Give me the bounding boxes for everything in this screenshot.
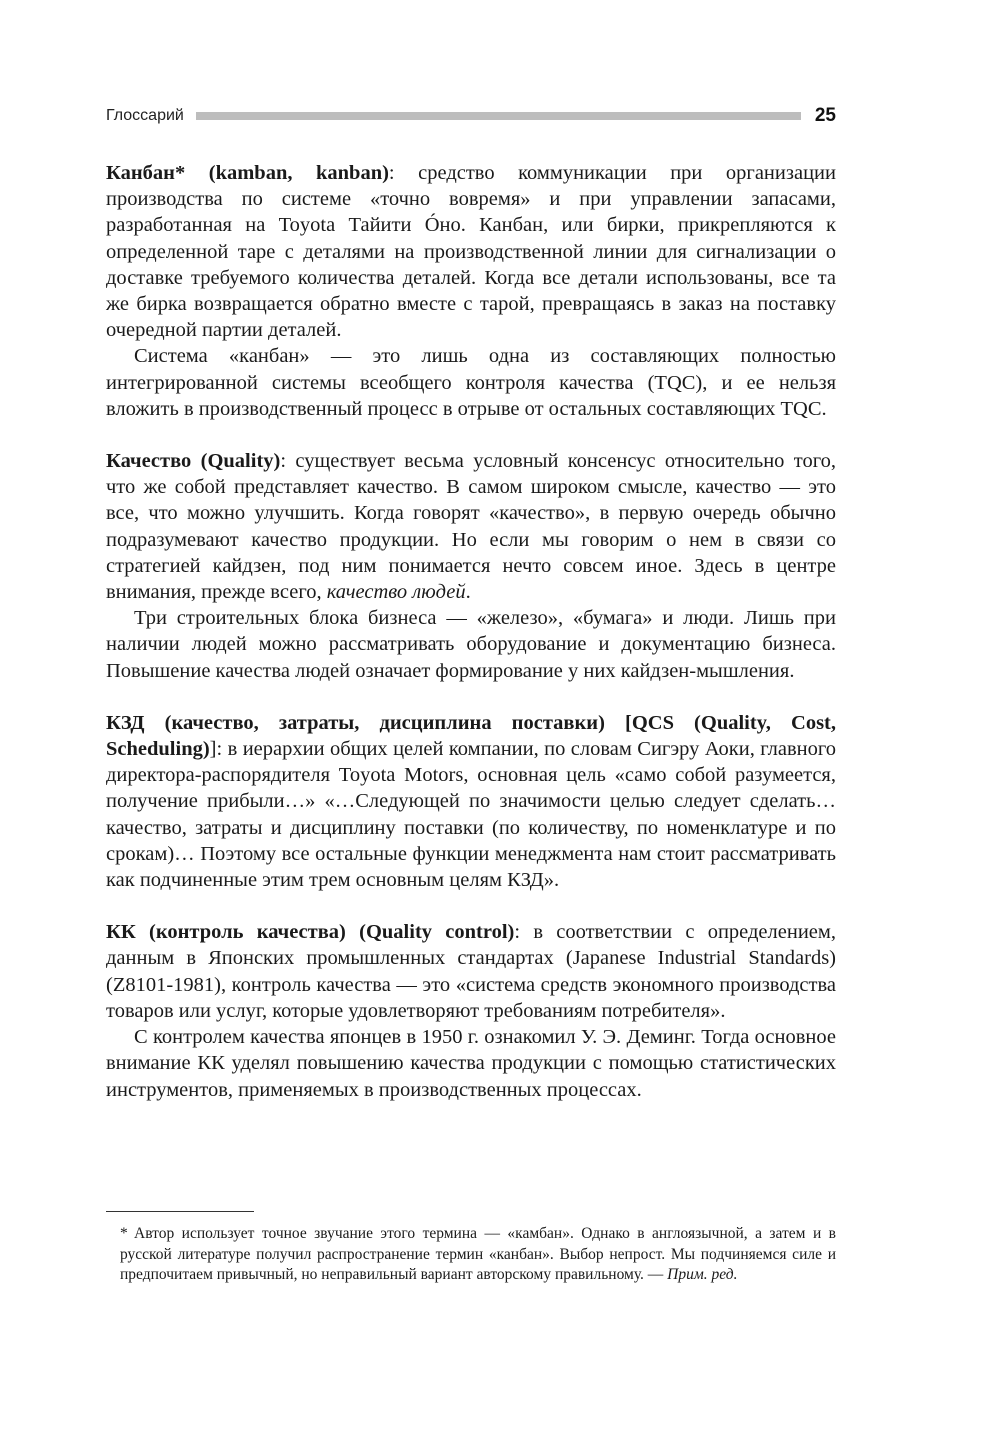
entry-term: Качество (Quality) [106, 450, 281, 473]
entry-definition: : в соответствии с определением, данным в Японских промышленных стандартах (Japanese Industrial Standards) (Z8101-1981), контроль качества — это «система средств экономного производства товаров или услуг, которые удовлетворяют требованиям потребителя». [106, 921, 836, 1022]
entry-paragraph [106, 919, 836, 1024]
section-title: Глоссарий [106, 107, 184, 124]
glossary-entry-qcs [106, 710, 836, 893]
entry-emphasis: качество людей [326, 581, 466, 604]
footnote-text: Автор использует точное звучание этого термина — «камбан». Однако в англоязычной, а затем и в русской литературе получил распространение термин «канбан». Выбор непрост. Мы подчиняемся силе и предпочитаем привычный, но неправильный вариант авторскому правильному. — [120, 1225, 836, 1283]
header-rule [196, 112, 801, 120]
footnote-mark: * [120, 1225, 128, 1242]
entry-paragraph [106, 710, 836, 893]
footnote [120, 1224, 836, 1286]
entry-definition: : существует весьма условный консенсус относительно того, что же собой представляет качество. В самом широком смысле, качество — это все, что можно улучшить. Когда говорят «качество», в первую очередь обычно подразумевают качество продукции. Но если мы говорим о нем в связи со стратегией кайдзен, под ним понимается нечто совсем иное. Здесь в центре внимания, прежде всего, [106, 450, 836, 604]
entry-definition: ]: в иерархии общих целей компании, по словам Сигэру Аоки, главного директора-распорядителя Toyota Motors, основная цель «само собой разумеется, получение прибыли…» «…Следующей по значимости целью следует сделать… качество, затраты и дисциплину поставки (по количеству, по номенклатуре и по срокам)… Поэтому все остальные функции менеджмента нам стоит рассматривать как подчиненные этим трем основным целям КЗД». [106, 738, 836, 892]
entry-term: КЗД (качество, затраты, дисциплина поставки) [QCS (Quality, Cost, Scheduling) [106, 711, 836, 761]
entry-paragraph [106, 448, 836, 605]
entry-paragraph [106, 160, 836, 343]
entry-paragraph: Система «канбан» — это лишь одна из составляющих полностью интегрированной системы всеобщего контроля качества (TQC), и ее нельзя вложить в производственный процесс в отрыве от остальных составляющих TQC. [106, 345, 836, 420]
running-header [106, 104, 836, 128]
entry-paragraph: С контролем качества японцев в 1950 г. ознакомил У. Э. Деминг. Тогда основное внимание КК уделял повышению качества продукции с помощью статистических инструментов, применяемых в производственных процессах. [106, 1026, 836, 1101]
footnote-note: Прим. ред. [667, 1266, 738, 1283]
glossary-body [106, 160, 836, 1129]
glossary-entry-quality-control [106, 919, 836, 1102]
glossary-entry-quality [106, 448, 836, 684]
glossary-entry-kanban [106, 160, 836, 422]
entry-term: Канбан* (kamban, kanban) [106, 162, 389, 184]
entry-term: КК (контроль качества) (Quality control) [106, 921, 515, 944]
entry-definition-end: . [465, 581, 471, 604]
page-number: 25 [814, 105, 836, 126]
entry-paragraph: Три строительных блока бизнеса — «железо», «бумага» и люди. Лишь при наличии людей можно рассматривать оборудование и документацию бизнеса. Повышение качества людей означает формирование у них кайдзен-мышления. [106, 607, 836, 682]
entry-definition: : средство коммуникации при организации производства по системе «точно вовремя» и при управлении запасами, разработанная на Toyota Тайити Óно. Канбан, или бирки, прикрепляются к определенной таре с деталями на производственной линии для сигнализации о доставке требуемого количества деталей. Когда все детали использованы, все та же бирка возвращается обратно вместе с тарой, превращаясь в заказ на поставку очередной партии деталей. [106, 162, 836, 342]
footnote-rule [106, 1211, 254, 1212]
